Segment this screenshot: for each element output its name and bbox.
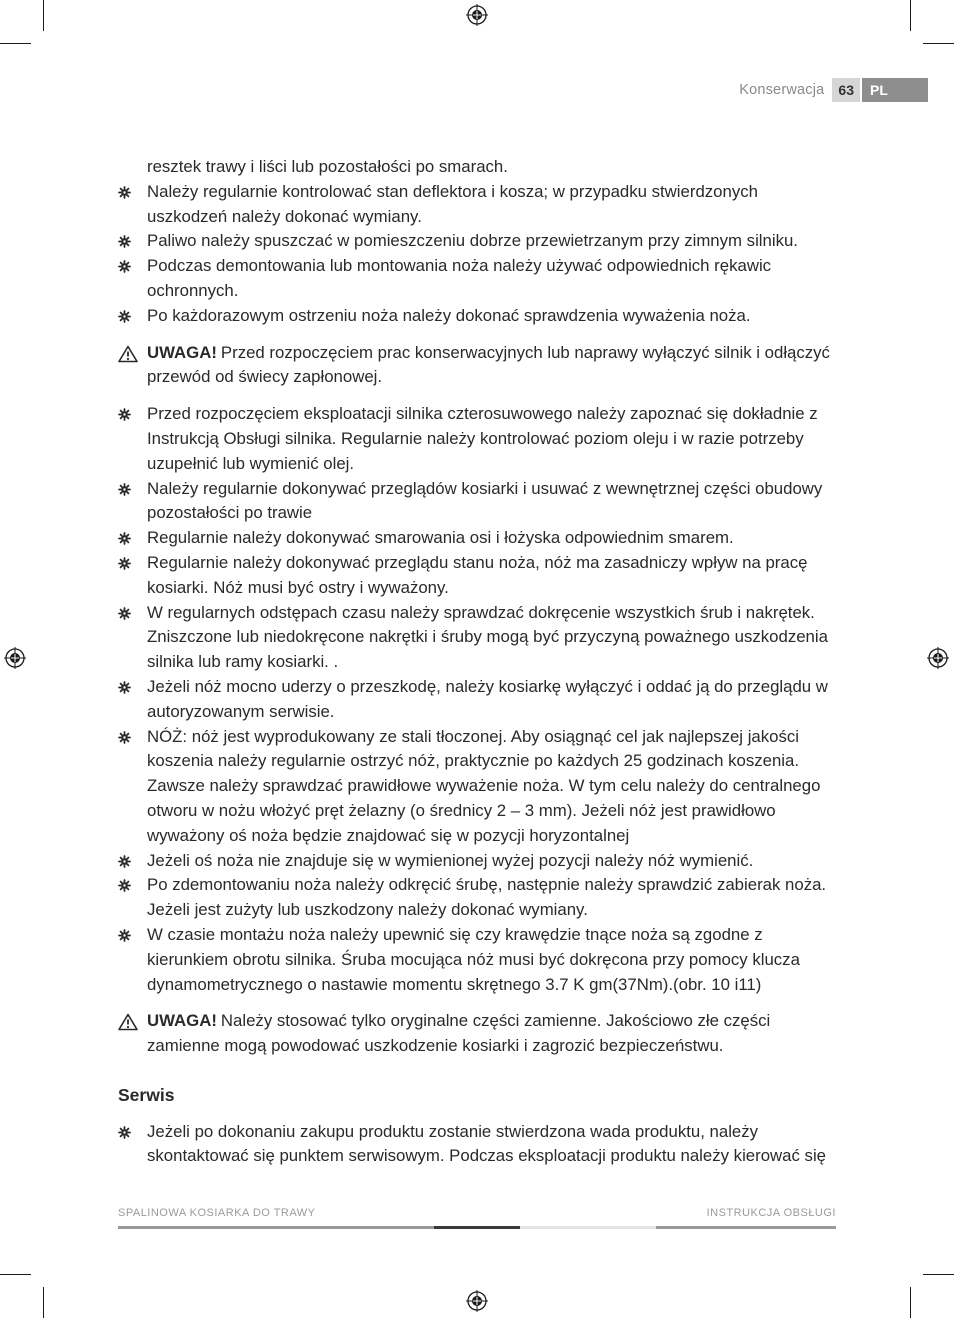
list-item xyxy=(118,725,836,849)
list-item-text: Przed rozpoczęciem eksploatacji silnika czterosuwowego należy zapoznać się dokładnie z Instrukcją Obsługi silnika. Regularnie należy kontrolować poziom oleju i w razie potrzeby uzupełnić lub wymienić olej. xyxy=(147,404,818,473)
list-item-text: Należy regularnie dokonywać przeglądów kosiarki i usuwać z wewnętrznej części obudowy pozostałości po trawie xyxy=(147,478,823,523)
warning-triangle-icon xyxy=(118,345,138,363)
list-item xyxy=(118,402,836,476)
footer-rule xyxy=(434,1226,520,1229)
list-item xyxy=(118,477,836,527)
gear-bullet-icon xyxy=(118,483,131,496)
crop-mark xyxy=(923,1274,954,1275)
list-item-text: Należy regularnie kontrolować stan deflektora i kosza; w przypadku stwierdzonych uszkodzeń należy dokonać wymiany. xyxy=(147,181,758,226)
crop-mark xyxy=(0,1274,31,1275)
gear-bullet-icon xyxy=(118,408,131,421)
warning-notice xyxy=(118,341,836,391)
list-item xyxy=(118,304,836,329)
footer-doc-type: INSTRUKCJA OBSŁUGI xyxy=(706,1207,836,1219)
list-item xyxy=(118,873,836,923)
crop-mark xyxy=(43,1287,44,1318)
list-item-text: NÓŻ: nóż jest wyprodukowany ze stali tłoczonej. Aby osiągnąć cel jak najlepszej jakości koszenia należy regularnie ostrzyć nóż, praktycznie po każdych 25 godzinach koszenia. Zawsze należy sprawdzać prawidłowe wyważenie noża. W tym celu należy do centralnego otworu w nożu włożyć pręt żelazny (o średnicy 2 – 3 mm). Jeżeli nóż jest prawidłowo wyważony oś noża będzie znajdować się w pozycji horyzontalnej xyxy=(147,726,821,845)
footer-rule xyxy=(656,1226,836,1229)
warning-text: Przed rozpoczęciem prac konserwacyjnych lub naprawy wyłączyć silnik i odłączyć przewód od świecy zapłonowej. xyxy=(147,342,830,387)
crop-mark xyxy=(43,0,44,31)
gear-bullet-icon xyxy=(118,607,131,620)
list-item-text: W regularnych odstępach czasu należy sprawdzać dokręcenie wszystkich śrub i nakrętek. Zniszczone lub niedokręcone nakrętki i śruby mogą być przyczyną poważnego uszkodzenia silnika lub ramy kosiarki. . xyxy=(147,602,828,672)
warning-label: UWAGA! xyxy=(147,1011,217,1031)
warning-notice xyxy=(118,1009,836,1059)
continuation-text: resztek trawy i liści lub pozostałości po smarach. xyxy=(147,157,508,176)
list-item-text: Jeżeli po dokonaniu zakupu produktu zostanie stwierdzona wada produktu, należy skontaktować się punktem serwisowym. Podczas eksploatacji produktu należy kierować się xyxy=(147,1121,827,1166)
list-item xyxy=(118,526,836,551)
bullet-list xyxy=(118,1120,836,1170)
gear-bullet-icon xyxy=(118,855,131,868)
page-header xyxy=(739,78,928,102)
list-item-text: Regularnie należy dokonywać smarowania osi i łożyska odpowiednim smarem. xyxy=(147,528,734,548)
warning-text: Należy stosować tylko oryginalne części zamienne. Jakościowo złe części zamienne mogą powodować uszkodzenie kosiarki i zagrozić bezpieczeństwu. xyxy=(147,1011,771,1056)
gear-bullet-icon xyxy=(118,186,131,199)
crop-mark xyxy=(0,43,31,44)
page-number: 63 xyxy=(832,78,860,102)
list-item xyxy=(118,1120,836,1170)
crop-mark xyxy=(910,0,911,31)
gear-bullet-icon xyxy=(118,557,131,570)
list-item xyxy=(118,675,836,725)
list-item-text: Podczas demontowania lub montowania noża należy używać odpowiednich rękawic ochronnych. xyxy=(147,256,772,300)
gear-bullet-icon xyxy=(118,1126,131,1139)
language-tag: PL xyxy=(862,78,928,102)
gear-bullet-icon xyxy=(118,235,131,248)
list-item xyxy=(118,849,836,874)
footer-rule xyxy=(520,1226,656,1229)
list-item-text: Regularnie należy dokonywać przeglądu stanu noża, nóż ma zasadniczy wpływ na pracę kosiarki. Nóż musi być ostry i wyważony. xyxy=(147,552,808,597)
section-heading: Serwis xyxy=(118,1084,175,1105)
list-item-text: W czasie montażu noża należy upewnić się czy krawędzie tnące noża są zgodne z kierunkiem obrotu silnika. Śruba mocująca nóż musi być dokręcona przy pomocy klucza dynamometrycznego o nastawie momentu skrętnego 3.7 K gm(37Nm).(obr. 10 i11) xyxy=(147,924,800,994)
bullet-list xyxy=(118,180,836,329)
registration-mark-icon xyxy=(4,647,26,669)
list-item xyxy=(118,180,836,230)
gear-bullet-icon xyxy=(118,310,131,323)
footer-product-name: SPALINOWA KOSIARKA DO TRAWY xyxy=(118,1207,316,1219)
crop-mark xyxy=(910,1287,911,1318)
gear-bullet-icon xyxy=(118,929,131,942)
list-item-text: Jeżeli oś noża nie znajduje się w wymienionej wyżej pozycji należy nóż wymienić. xyxy=(147,850,754,870)
list-item xyxy=(118,254,836,304)
crop-mark xyxy=(923,43,954,44)
list-item xyxy=(118,229,836,254)
list-item-text: Po zdemontowaniu noża należy odkręcić śrubę, następnie należy sprawdzić zabierak noża. Jeżeli jest zużyty lub uszkodzony należy dokonać wymiany. xyxy=(147,875,827,920)
main-content xyxy=(118,155,836,1169)
gear-bullet-icon xyxy=(118,681,131,694)
footer-rule xyxy=(118,1226,434,1229)
gear-bullet-icon xyxy=(118,879,131,892)
bullet-list xyxy=(118,402,836,997)
registration-mark-icon xyxy=(466,1290,488,1312)
gear-bullet-icon xyxy=(118,260,131,273)
list-item xyxy=(118,923,836,997)
list-item xyxy=(118,551,836,601)
gear-bullet-icon xyxy=(118,731,131,744)
warning-label: UWAGA! xyxy=(147,342,217,362)
list-item-text: Po każdorazowym ostrzeniu noża należy dokonać sprawdzenia wyważenia noża. xyxy=(147,305,751,325)
list-item-text: Paliwo należy spuszczać w pomieszczeniu dobrze przewietrzanym przy zimnym silniku. xyxy=(147,231,798,251)
gear-bullet-icon xyxy=(118,532,131,545)
list-item xyxy=(118,601,836,675)
registration-mark-icon xyxy=(927,647,949,669)
section-title: Konserwacja xyxy=(739,82,825,98)
warning-triangle-icon xyxy=(118,1013,138,1031)
registration-mark-icon xyxy=(466,4,488,26)
list-item-text: Jeżeli nóż mocno uderzy o przeszkodę, należy kosiarkę wyłączyć i oddać ją do przeglądu w autoryzowanym serwisie. xyxy=(147,676,828,721)
